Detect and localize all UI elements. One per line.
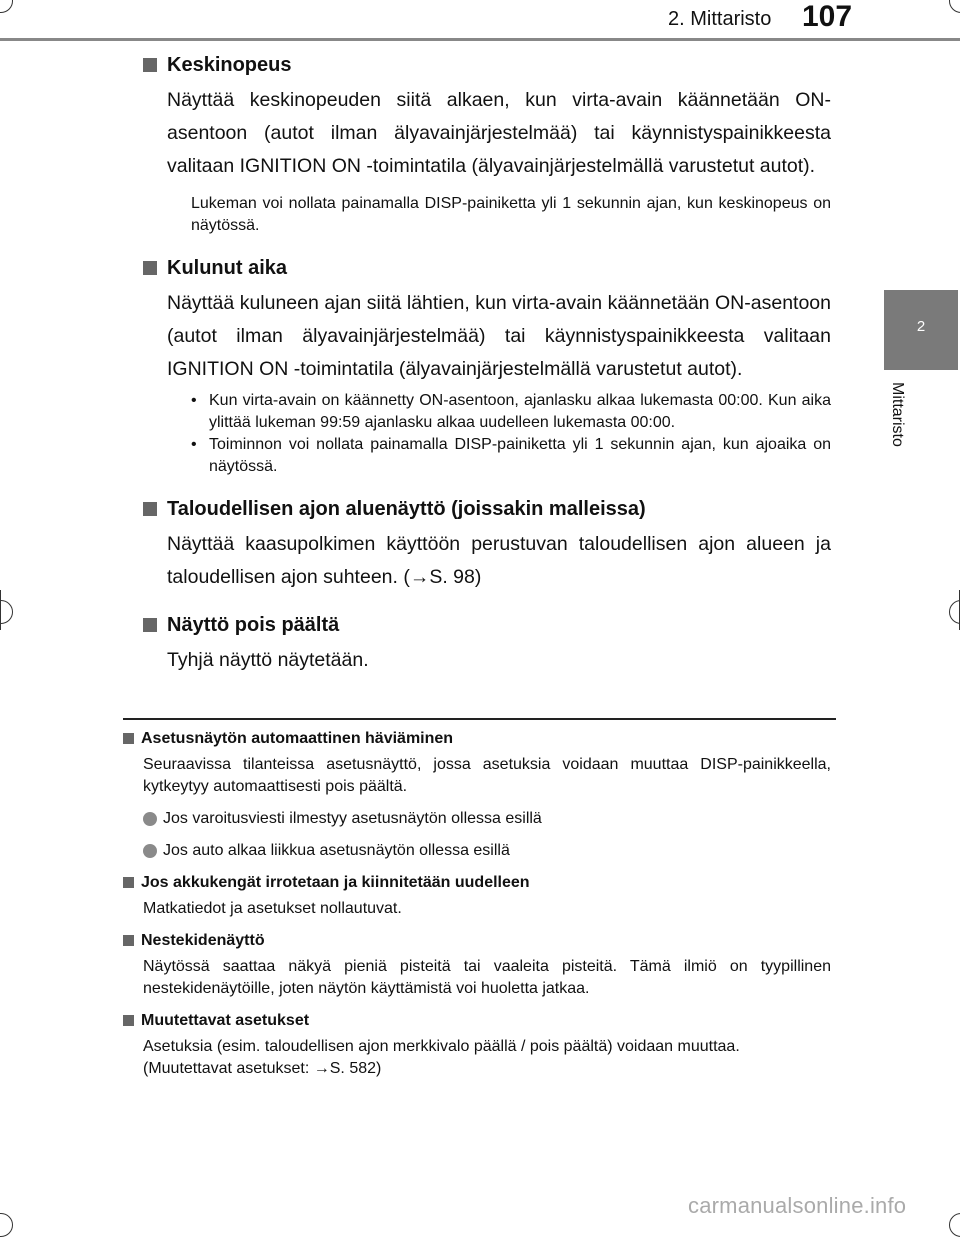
note-title: Asetusnäytön automaattinen häviäminen [123,728,831,750]
section-note: Lukeman voi nollata painamalla DISP-painiketta yli 1 sekunnin ajan, kun keskinopeus on näytössä. [191,195,831,234]
note-body: Asetuksia (esim. taloudellisen ajon merkkivalo päällä / pois päältä) voidaan muuttaa. [143,1038,740,1055]
section-body: Tyhjä näyttö näytetään. [167,649,369,671]
chapter-tab-label: Mittaristo [889,382,906,447]
notes-block [123,728,831,1080]
watermark: carmanualsonline.info [688,1193,907,1218]
note-list-item: Jos auto alkaa liikkua asetusnäytön ollessa esillä [143,840,831,862]
bullet-item: • Kun virta-avain on käännetty ON-asentoon, ajanlasku alkaa lukemasta 00:00. Kun aika ylittää lukeman 99:59 ajanlasku alkaa uudelleen lukemasta 00:00. [191,390,831,434]
crop-mark-icon [949,0,960,13]
crop-line [0,590,1,630]
crop-mark-icon [0,600,13,624]
note-title: Nestekidenäyttö [123,930,831,952]
note-title: Muutettavat asetukset [123,1010,831,1032]
section-body: Näyttää kuluneen ajan siitä lähtien, kun virta-avain käännetään ON-asentoon (autot ilman älyavainjärjestelmää) tai käynnistyspainikkeesta valitaan IGNITION ON -toimintatila (älyavainjärjestelmällä varustetut autot). [167,292,831,380]
note-body: Näytössä saattaa näkyä pieniä pisteitä tai vaaleita pisteitä. Tämä ilmiö on tyypillinen nestekidenäytöille, joten näytön käyttämistä voi huoletta jatkaa. [143,958,831,997]
section-body: Näyttää kaasupolkimen käyttöön perustuvan taloudellisen ajon alueen ja taloudellisen ajon suhteen. (→S. 98) [167,533,831,588]
section-title: Näyttö pois päältä [143,610,831,640]
section-title: Kulunut aika [143,253,831,283]
bullet-list [191,390,831,478]
note-body: Seuraavissa tilanteissa asetusnäyttö, jossa asetuksia voidaan muuttaa DISP-painikkeella, kytkeytyy automaattisesti pois päältä. [143,756,831,795]
chapter-tab: 2 [884,290,958,370]
chapter-tab-label-box [878,380,918,480]
crop-mark-icon [0,0,13,13]
section-title: Taloudellisen ajon aluenäyttö (joissakin malleissa) [143,494,831,524]
notes-divider [123,718,836,720]
crop-mark-icon [949,1213,960,1237]
section-body: Näyttää keskinopeuden siitä alkaen, kun virta-avain käännetään ON-asentoon (autot ilman älyavainjärjestelmää) tai käynnistyspainikkeesta valitaan IGNITION ON -toimintatila (älyavainjärjestelmällä varustetut autot). [167,89,831,177]
note-body: Matkatiedot ja asetukset nollautuvat. [143,900,402,917]
chapter-title: 2. Mittaristo [668,8,772,30]
note-body-reference: (Muutettavat asetukset: →S. 582) [143,1060,382,1077]
crop-mark-icon [0,1213,13,1237]
bullet-item: • Toiminnon voi nollata painamalla DISP-painiketta yli 1 sekunnin ajan, kun ajoaika on näytössä. [191,434,831,478]
note-list-item: Jos varoitusviesti ilmestyy asetusnäytön ollessa esillä [143,808,831,830]
note-title: Jos akkukengät irrotetaan ja kiinnitetään uudelleen [123,872,831,894]
header-rule [0,38,960,41]
main-content [143,50,831,677]
section-title: Keskinopeus [143,50,831,80]
page-number: 107 [802,0,853,33]
